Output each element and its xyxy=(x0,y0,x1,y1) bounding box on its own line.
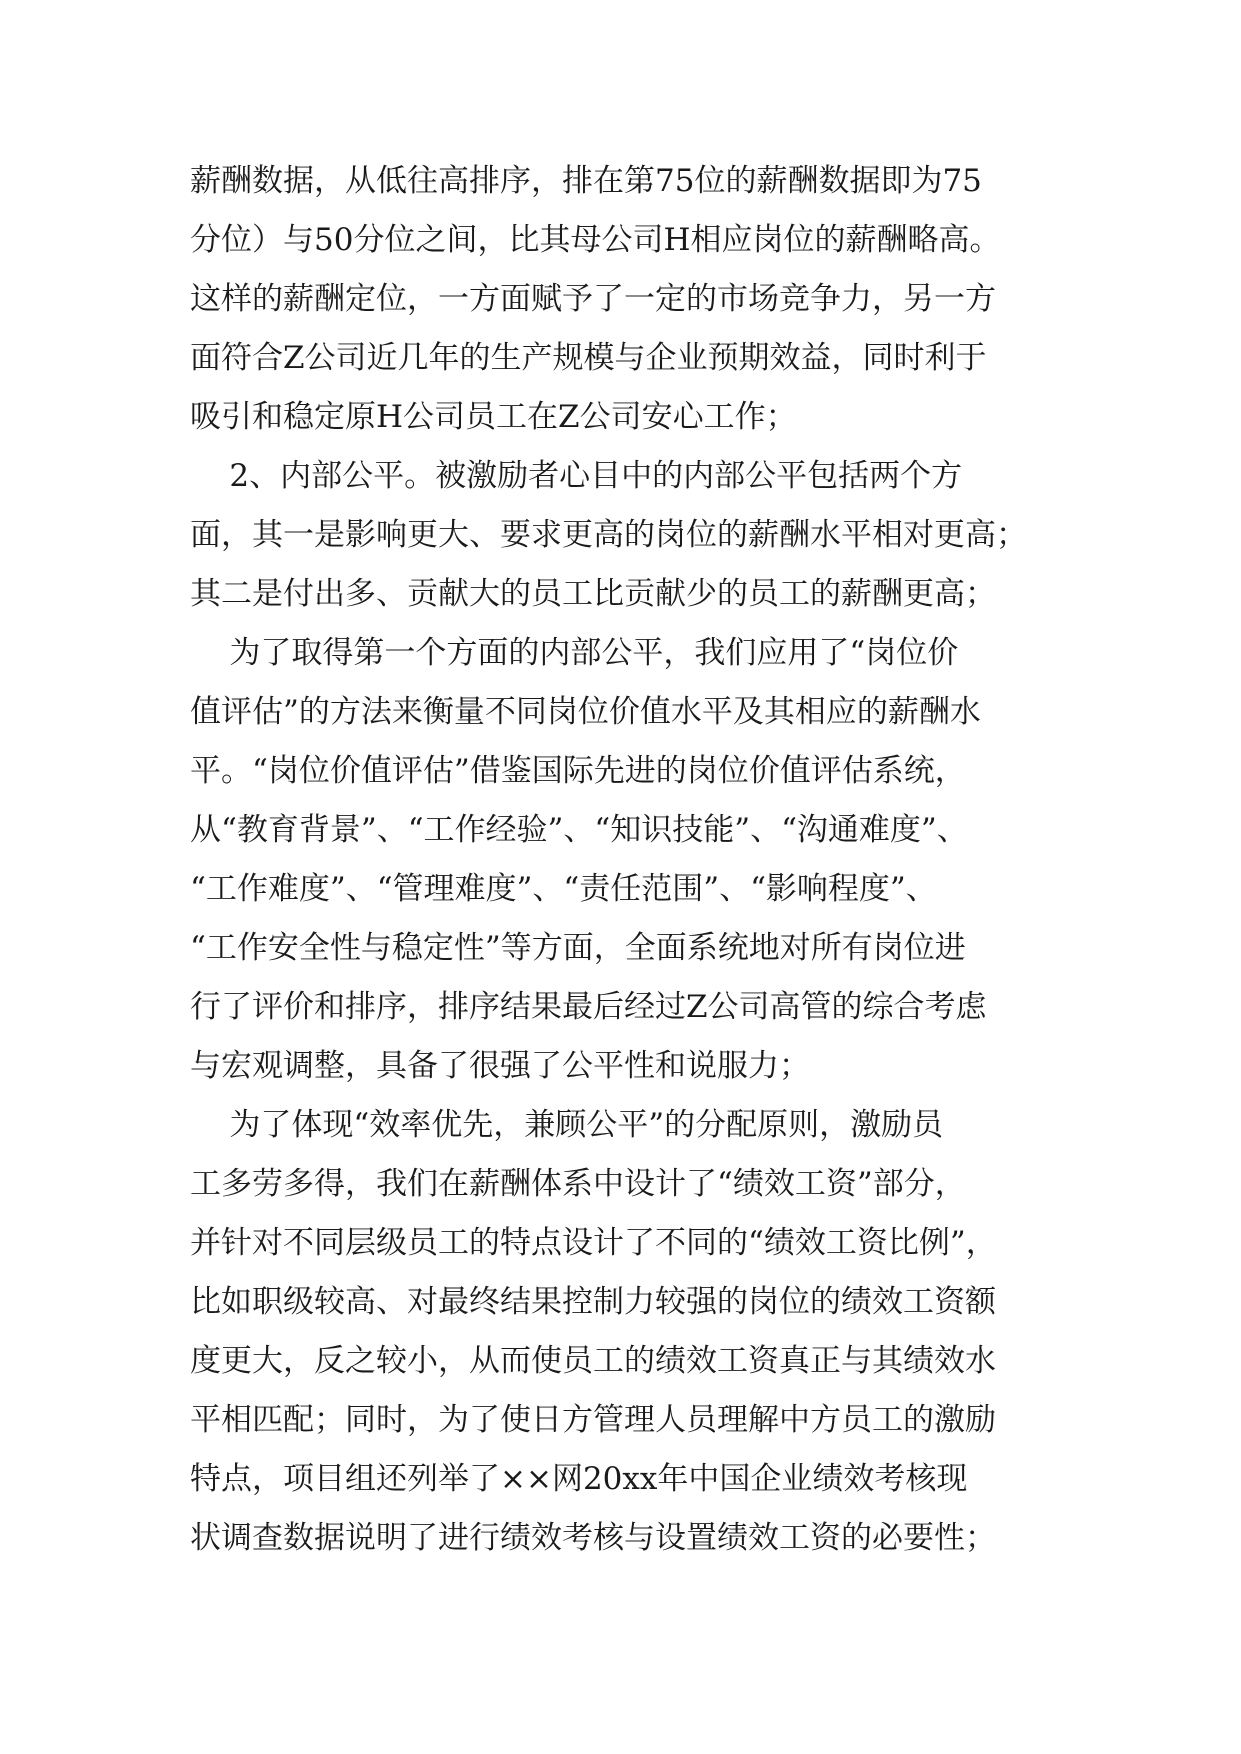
text-line: 这样的薪酬定位，一方面赋予了一定的市场竞争力，另一方 xyxy=(190,281,996,317)
text-line: 值评估”的方法来衡量不同岗位价值水平及其相应的薪酬水 xyxy=(190,694,981,730)
text-line: “工作难度”、“管理难度”、“责任范围”、“影响程度”、 xyxy=(190,871,937,907)
text-line: “工作安全性与稳定性”等方面，全面系统地对所有岗位进 xyxy=(190,930,966,966)
text-line: 为了取得第一个方面的内部公平，我们应用了“岗位价 xyxy=(190,635,959,671)
text-line: 分位）与50分位之间，比其母公司H相应岗位的薪酬略高。 xyxy=(190,222,1001,258)
text-line: 与宏观调整，具备了很强了公平性和说服力； xyxy=(190,1048,810,1084)
text-line: 并针对不同层级员工的特点设计了不同的“绩效工资比例”， xyxy=(190,1225,997,1261)
text-line: 平。“岗位价值评估”借鉴国际先进的岗位价值评估系统， xyxy=(190,753,966,789)
body-text xyxy=(190,152,1070,1568)
text-line: 状调查数据说明了进行绩效考核与设置绩效工资的必要性； xyxy=(190,1520,996,1556)
text-line: 薪酬数据，从低往高排序，排在第75位的薪酬数据即为75 xyxy=(190,163,982,199)
text-line: 2、内部公平。被激励者心目中的内部公平包括两个方 xyxy=(190,458,963,494)
text-line: 度更大，反之较小，从而使员工的绩效工资真正与其绩效水 xyxy=(190,1343,996,1379)
text-line: 工多劳多得，我们在薪酬体系中设计了“绩效工资”部分， xyxy=(190,1166,966,1202)
text-line: 平相匹配；同时，为了使日方管理人员理解中方员工的激励 xyxy=(190,1402,996,1438)
text-line: 面，其一是影响更大、要求更高的岗位的薪酬水平相对更高； xyxy=(190,517,1027,553)
text-line: 面符合Z公司近几年的生产规模与企业预期效益，同时利于 xyxy=(190,340,987,376)
text-line: 比如职级较高、对最终结果控制力较强的岗位的绩效工资额 xyxy=(190,1284,996,1320)
text-line: 为了体现“效率优先，兼顾公平”的分配原则，激励员 xyxy=(190,1107,944,1143)
text-line: 吸引和稳定原H公司员工在Z公司安心工作； xyxy=(190,399,797,435)
text-line: 从“教育背景”、“工作经验”、“知识技能”、“沟通难度”、 xyxy=(190,812,968,848)
text-line: 特点，项目组还列举了××网20xx年中国企业绩效考核现 xyxy=(190,1461,968,1497)
text-line: 其二是付出多、贡献大的员工比贡献少的员工的薪酬更高； xyxy=(190,576,996,612)
text-line: 行了评价和排序，排序结果最后经过Z公司高管的综合考虑 xyxy=(190,989,987,1025)
